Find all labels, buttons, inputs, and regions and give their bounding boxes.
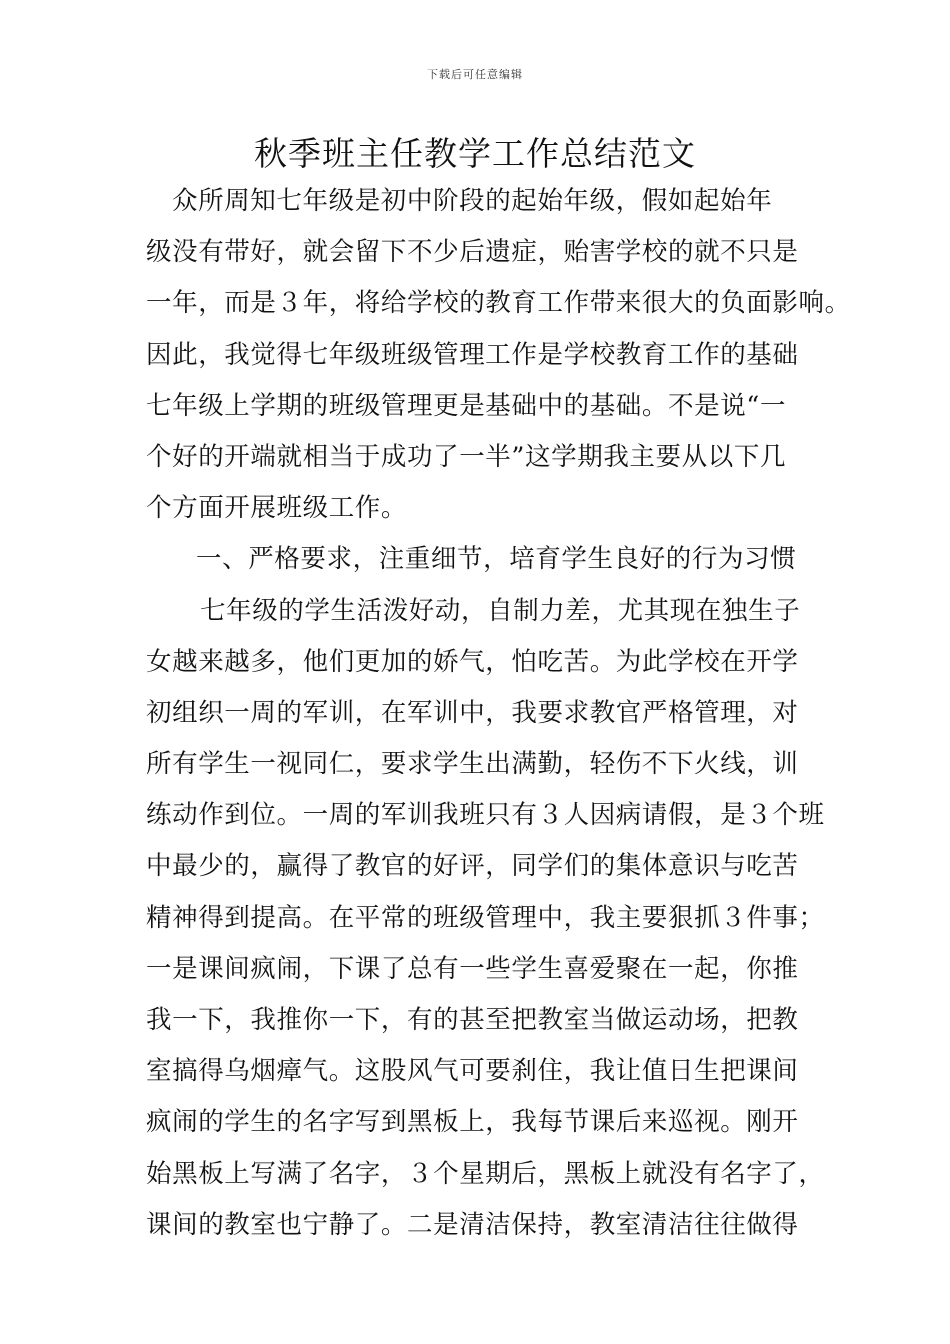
paragraph-line: 一是课间疯闹，下课了总有一些学生喜爱聚在一起，你推 [146, 953, 799, 984]
paragraph-line: 七年级的学生活泼好动，自制力差，尤其现在独生子 [200, 595, 801, 626]
paragraph-line: 室搞得乌烟瘴气。这股风气可要刹住，我让值日生把课间 [146, 1056, 799, 1087]
paragraph-line: 课间的教室也宁静了。二是清洁保持，教室清洁往往做得 [146, 1209, 799, 1240]
paragraph-line: 七年级上学期的班级管理更是基础中的基础。不是说“一 [146, 390, 787, 421]
paragraph-line: 始黑板上写满了名字，３个星期后，黑板上就没有名字了， [146, 1158, 825, 1189]
paragraph-line: 个好的开端就相当于成功了一半”这学期我主要从以下几 [146, 441, 787, 472]
section-heading: 一、严格要求，注重细节，培育学生良好的行为习惯 [196, 544, 797, 575]
paragraph-line: 一年，而是３年，将给学校的教育工作带来很大的负面影响。 [146, 288, 851, 319]
paragraph-line: 疯闹的学生的名字写到黑板上，我每节课后来巡视。刚开 [146, 1107, 799, 1138]
paragraph-line: 女越来越多，他们更加的娇气，怕吃苦。为此学校在开学 [146, 646, 799, 677]
paragraph-line: 我一下，我推你一下，有的甚至把教室当做运动场，把教 [146, 1005, 799, 1035]
document-title: 秋季班主任教学工作总结范文 [254, 134, 696, 173]
paragraph-line: 练动作到位。一周的军训我班只有３人因病请假，是３个班 [146, 800, 825, 831]
paragraph-line: 中最少的，赢得了教官的好评，同学们的集体意识与吃苦 [146, 851, 799, 882]
paragraph-line: 众所周知七年级是初中阶段的起始年级，假如起始年 [172, 186, 773, 216]
paragraph-line: 因此，我觉得七年级班级管理工作是学校教育工作的基础 [146, 339, 799, 370]
header-note: 下载后可任意编辑 [427, 68, 523, 81]
paragraph-line: 初组织一周的军训，在军训中，我要求教官严格管理，对 [146, 697, 799, 728]
paragraph-line: 个方面开展班级工作。 [146, 493, 408, 524]
paragraph-line: 精神得到提高。在平常的班级管理中，我主要狠抓３件事； [146, 902, 825, 933]
document-body [146, 176, 851, 1251]
paragraph-line: 所有学生一视同仁，要求学生出满勤，轻伤不下火线，训 [146, 749, 799, 780]
paragraph-line: 级没有带好，就会留下不少后遗症，贻害学校的就不只是 [146, 237, 799, 268]
